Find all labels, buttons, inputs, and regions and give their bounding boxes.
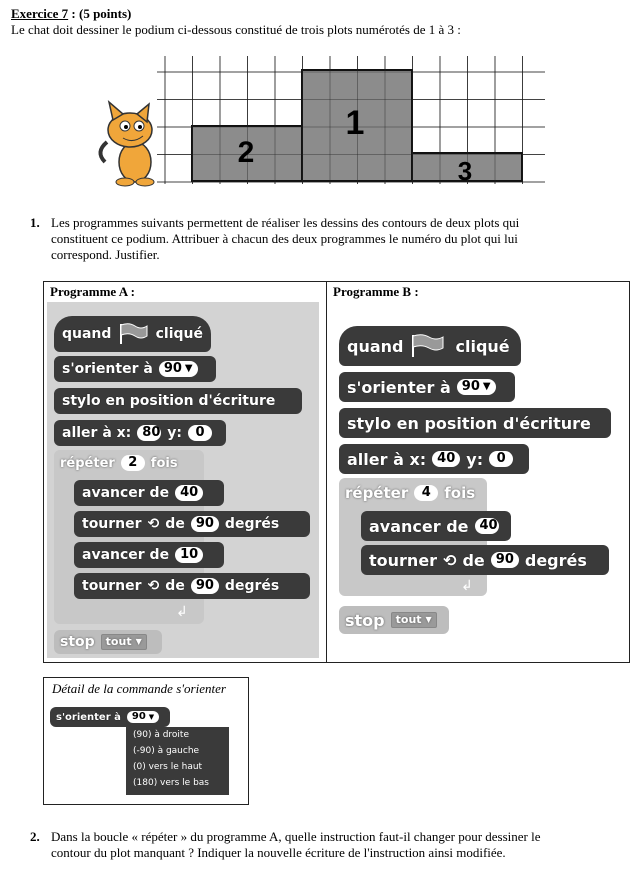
stop-option: tout — [395, 613, 422, 626]
chevron-down-icon: ▼ — [184, 363, 193, 374]
turn-value-input[interactable]: 90 — [491, 552, 519, 568]
program-b-frame — [326, 281, 630, 663]
question-1 — [30, 215, 610, 265]
cat-icon — [100, 102, 154, 186]
orient-option-right[interactable]: (90) à droite — [133, 730, 189, 740]
program-b-title: Programme B : — [333, 284, 419, 299]
orient-option-left[interactable]: (-90) à gauche — [133, 746, 200, 756]
hat-clique: cliqué — [155, 326, 203, 342]
stop-block-b[interactable] — [339, 606, 449, 634]
repeat-block-a-arm — [54, 450, 72, 624]
orient-dropdown[interactable] — [457, 379, 496, 395]
turn-block-a-1[interactable] — [74, 511, 310, 537]
detail-orient-label: s'orienter à — [56, 711, 121, 723]
orient-options-menu — [126, 727, 229, 795]
pen-label: stylo en position d'écriture — [347, 413, 591, 433]
orient-label: s'orienter à — [62, 361, 153, 377]
goto-label: aller à x: — [62, 425, 132, 441]
goto-x-input[interactable]: 40 — [432, 451, 460, 467]
orient-detail-box — [43, 677, 249, 805]
detail-orient-value: 90 — [131, 711, 146, 722]
orient-dropdown[interactable] — [159, 361, 198, 377]
flag-icon — [409, 333, 447, 359]
rotate-left-icon: ⟲ — [147, 516, 160, 532]
flag-icon — [117, 322, 149, 346]
chevron-down-icon: ▼ — [482, 381, 491, 392]
orient-value: 90 — [461, 379, 480, 394]
question-1-line-2: constituent ce podium. Attribuer à chacun des deux programmes le numéro du plot qui lui — [51, 231, 518, 246]
turn-unit: degrés — [524, 550, 587, 570]
pen-down-block-b[interactable] — [339, 408, 611, 438]
turn-unit: degrés — [224, 516, 280, 532]
turn-value-input[interactable]: 90 — [191, 516, 219, 532]
stop-label: stop — [60, 634, 95, 650]
turn-label: tourner — [82, 578, 142, 594]
repeat-header-a — [60, 452, 178, 474]
move-value-input[interactable]: 10 — [175, 547, 203, 563]
question-2-line-2: contour du plot manquant ? Indiquer la nouvelle écriture de l'instruction ainsi modifiée. — [51, 845, 506, 860]
repeat-suffix: fois — [444, 484, 476, 502]
chevron-down-icon: ▼ — [425, 615, 432, 624]
turn-label: tourner — [82, 516, 142, 532]
turn-de: de — [165, 516, 185, 532]
podium-label-3: 3 — [457, 156, 473, 186]
question-1-number: 1. — [30, 215, 40, 230]
move-value-input[interactable]: 40 — [475, 518, 499, 534]
stop-dropdown[interactable] — [101, 634, 147, 650]
exercise-points: : (5 points) — [68, 6, 132, 21]
question-2-line-1: Dans la boucle « répéter » du programme A, quelle instruction faut-il changer pour dessiner le — [51, 829, 541, 844]
turn-block-a-2[interactable] — [74, 573, 310, 599]
hat-quand: quand — [62, 326, 112, 342]
orient-option-up[interactable]: (0) vers le haut — [133, 762, 203, 772]
program-a-title: Programme A : — [50, 284, 135, 299]
repeat-label: répéter — [60, 455, 115, 471]
when-flag-clicked-block-b[interactable] — [339, 326, 521, 366]
rotate-left-icon: ⟲ — [443, 550, 457, 570]
when-flag-clicked-block-a[interactable] — [54, 316, 211, 352]
move-value-input[interactable]: 40 — [175, 485, 203, 501]
orient-value: 90 — [163, 361, 182, 376]
turn-unit: degrés — [224, 578, 280, 594]
goto-label: aller à x: — [347, 449, 427, 469]
hat-quand: quand — [347, 336, 404, 356]
question-2-number: 2. — [30, 829, 40, 844]
chevron-down-icon: ▼ — [135, 637, 142, 646]
goto-y-label: y: — [466, 449, 484, 469]
repeat-suffix: fois — [150, 455, 178, 471]
detail-orient-block[interactable] — [50, 707, 170, 727]
exercise-header — [11, 6, 131, 22]
goto-x-input[interactable]: 80 — [137, 425, 161, 441]
move-block-a-1[interactable] — [74, 480, 224, 506]
turn-de: de — [165, 578, 185, 594]
repeat-count-input[interactable]: 2 — [121, 455, 145, 471]
turn-label: tourner — [369, 550, 438, 570]
rotate-left-icon: ⟲ — [147, 578, 160, 594]
goto-y-input[interactable]: 0 — [188, 425, 212, 441]
loop-arrow-icon: ↲ — [176, 605, 188, 620]
repeat-count-input[interactable]: 4 — [414, 485, 438, 501]
move-label: avancer de — [82, 485, 170, 501]
question-1-line-3: correspond. Justifier. — [51, 247, 160, 262]
intro-text: Le chat doit dessiner le podium ci-dessous constitué de trois plots numérotés de 1 à 3 : — [11, 22, 461, 37]
chevron-down-icon: ▼ — [148, 713, 155, 721]
stop-dropdown[interactable] — [391, 612, 437, 628]
pen-down-block-a[interactable] — [54, 388, 302, 414]
move-block-a-2[interactable] — [74, 542, 224, 568]
goto-block-b[interactable] — [339, 444, 529, 474]
question-2 — [30, 829, 620, 863]
pen-label: stylo en position d'écriture — [62, 393, 276, 409]
detail-title: Détail de la commande s'orienter — [52, 681, 226, 696]
turn-block-b-1[interactable] — [361, 545, 609, 575]
podium-figure — [95, 52, 555, 187]
stop-block-a[interactable] — [54, 630, 162, 654]
orient-label: s'orienter à — [347, 377, 451, 397]
loop-arrow-icon: ↲ — [461, 579, 473, 594]
move-label: avancer de — [369, 516, 469, 536]
turn-value-input[interactable]: 90 — [191, 578, 219, 594]
goto-block-a[interactable] — [54, 420, 226, 446]
move-block-b-1[interactable] — [361, 511, 511, 541]
orient-option-down[interactable]: (180) vers le bas — [133, 778, 209, 788]
repeat-header-b — [345, 482, 475, 504]
orient-block-b[interactable] — [339, 372, 515, 402]
repeat-label: répéter — [345, 484, 409, 502]
question-1-line-1: Les programmes suivants permettent de réaliser les dessins des contours de deux plots qui — [51, 215, 520, 230]
podium-label-1: 1 — [345, 104, 365, 142]
goto-y-input[interactable]: 0 — [489, 451, 513, 467]
turn-de: de — [462, 550, 485, 570]
hat-clique: cliqué — [455, 336, 510, 356]
program-a-frame — [43, 281, 328, 663]
goto-y-label: y: — [167, 425, 183, 441]
exercise-title: Exercice 7 — [11, 6, 69, 21]
stop-label: stop — [345, 610, 385, 630]
podium-label-2: 2 — [237, 136, 255, 169]
orient-block-a[interactable] — [54, 356, 216, 382]
stop-option: tout — [105, 635, 132, 648]
move-label: avancer de — [82, 547, 170, 563]
detail-orient-dropdown[interactable] — [127, 711, 159, 723]
